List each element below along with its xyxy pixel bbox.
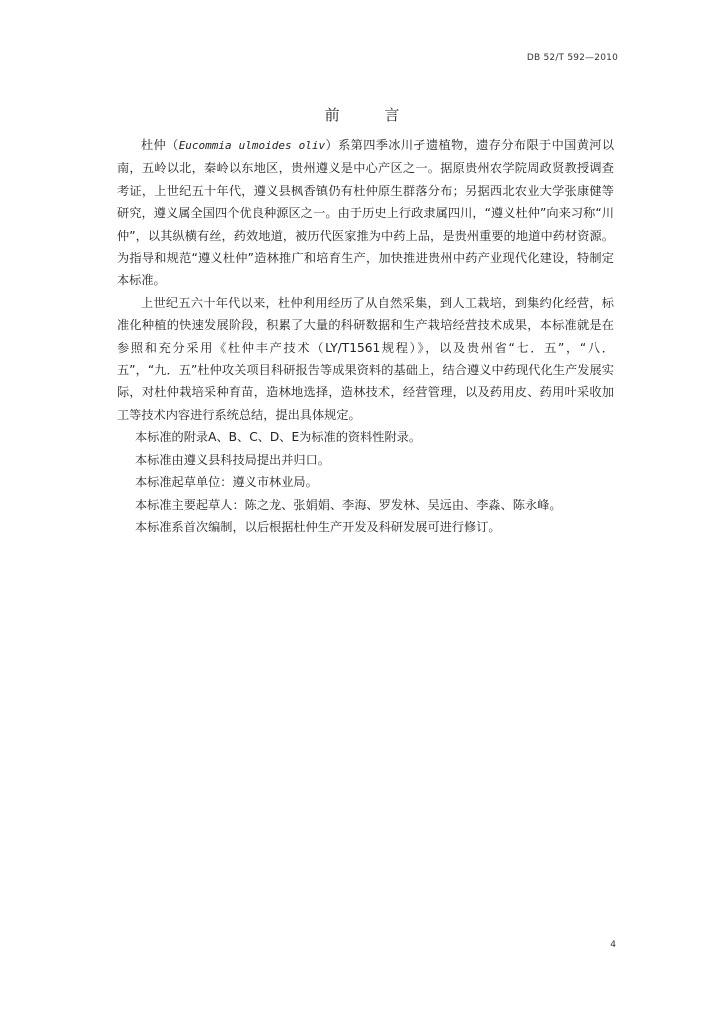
- standard-code: DB 52/T 592—2010: [526, 53, 618, 63]
- appendix-statement: 本标准的附录A、B、C、D、E为标准的资料性附录。: [135, 430, 422, 445]
- paragraph-1-prefix: 杜仲（: [141, 138, 179, 152]
- latin-species-name: Eucommia ulmoides oliv: [178, 139, 326, 152]
- foreword-content: [117, 134, 614, 538]
- drafting-unit-statement: 本标准起草单位：遵义市林业局。: [135, 475, 318, 490]
- page-title: 前 言: [324, 106, 420, 124]
- foreword-paragraph-2: 上世纪五六十年代以来，杜仲利用经历了从自然采集，到人工栽培，到集约化经营，标准化种植的快速发展阶段，积累了大量的科研数据和生产栽培经营技术成果，本标准就是在参照和充分采用《杜仲丰产技术（LY/T1561规程）》，以及贵州省“七．五”，“八．五”，“九．五”杜仲攻关项目科研报告等成果资料的基础上，结合遵义中药现代化生产发展实际，对杜仲栽培采种育苗，造林地选择，造林技术，经营管理，以及药用皮、药用叶采收加工等技术内容进行系统总结，提出具体规定。: [117, 295, 614, 422]
- paragraph-1-text: ）系第四季冰川孑遗植物，遗存分布限于中国黄河以南，五岭以北，秦岭以东地区，贵州遵义是中心产区之一。据原贵州农学院周政贤教授调查考证，上世纪五十年代，遵义县枫香镇仍有杜仲原生群落分布；另据西北农业大学张康健等研究，遵义属全国四个优良种源区之一。由于历史上行政隶属四川，“遵义杜仲”向来习称“川仲”，以其纵横有丝，药效地道，被历代医家推为中药上品，是贵州重要的地道中药材资源。为指导和规范“遵义杜仲”造林推广和培育生产，加快推进贵州中药产业现代化建设，特制定本标准。: [117, 138, 615, 288]
- revision-statement: 本标准系首次编制，以后根据杜仲生产开发及科研发展可进行修订。: [135, 519, 501, 534]
- page-number: 4: [610, 940, 616, 950]
- drafters-statement: 本标准主要起草人：陈之龙、张娟娟、李海、罗发林、吴远由、李淼、陈永峰。: [135, 497, 562, 512]
- proposer-statement: 本标准由遵义县科技局提出并归口。: [135, 452, 330, 467]
- foreword-paragraph-1: [117, 134, 614, 292]
